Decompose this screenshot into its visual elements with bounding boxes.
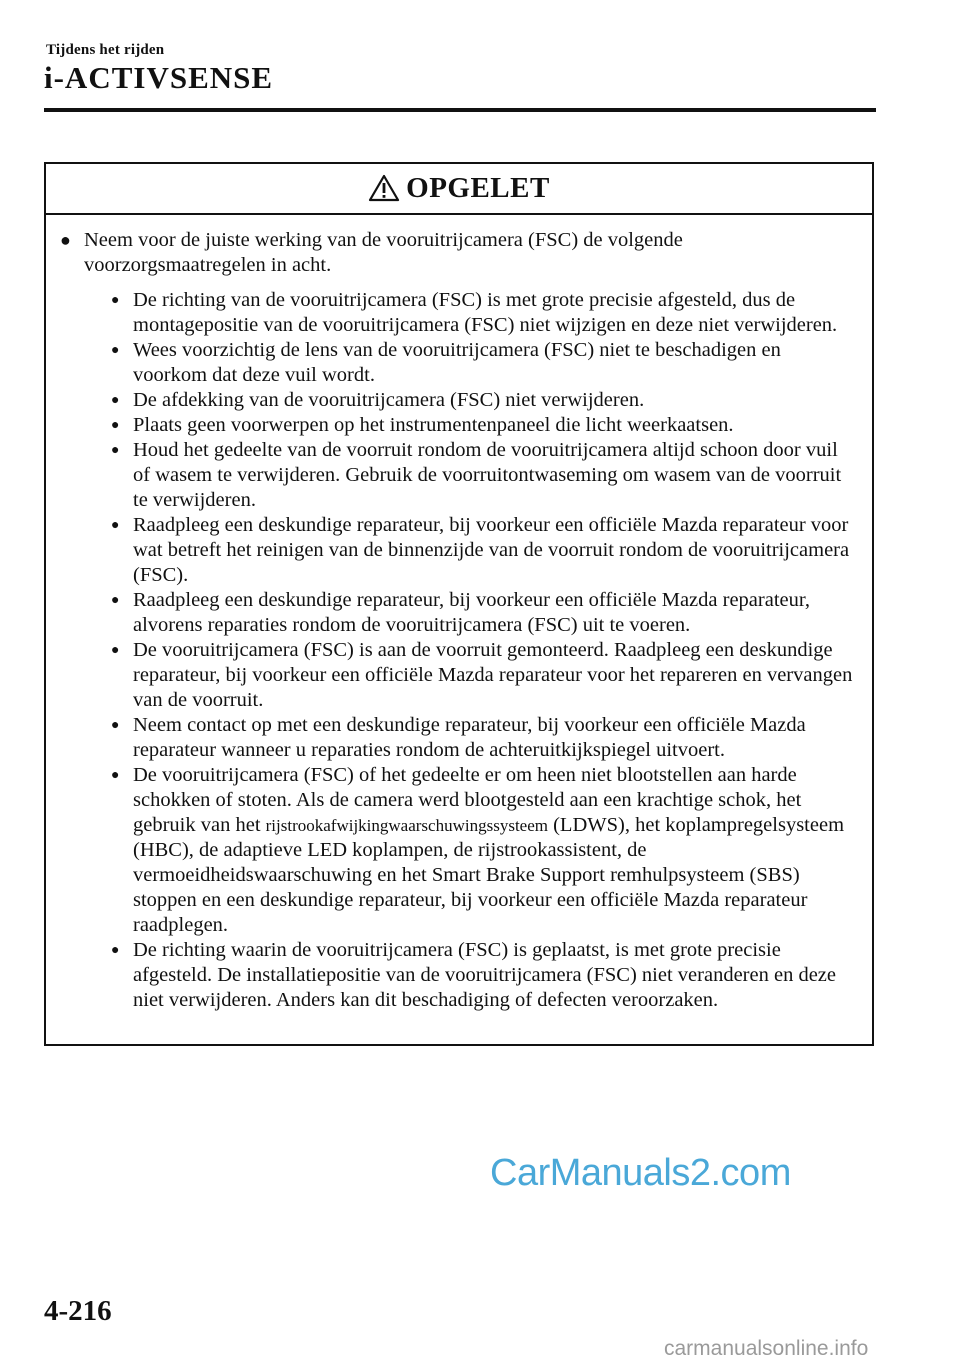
sub-bullet-icon: ● — [111, 943, 120, 958]
caution-body — [46, 215, 872, 1013]
list-item-text: De richting van de vooruitrijcamera (FSC) is met grote precisie afgesteld, dus de montagepositie van de vooruitrijcamera (FSC) niet wijzigen en deze niet verwijderen. — [133, 289, 838, 336]
list-item — [84, 713, 858, 763]
section-label: Tijdens het rijden — [46, 42, 165, 58]
list-item-text: De vooruitrijcamera (FSC) of het gedeelte er om heen niet blootstellen aan harde schokken of stoten. Als de camera werd blootgesteld aan een krachtige schok, het gebruik van het — [133, 764, 802, 836]
chapter-title: i-ACTIVSENSE — [44, 60, 274, 95]
caution-sub-list — [84, 288, 858, 1013]
list-item — [84, 388, 858, 413]
list-item-text: De vooruitrijcamera (FSC) is aan de voorruit gemonteerd. Raadpleeg een deskundige reparateur, bij voorkeur een officiële Mazda reparateur voor het repareren en vervangen van de voorruit. — [133, 639, 853, 711]
list-item-text: Neem contact op met een deskundige reparateur, bij voorkeur een officiële Mazda reparateur wanneer u reparaties rondom de achteruitkijkspiegel uitvoert. — [133, 714, 806, 761]
footer-watermark: carmanualsonline.info — [664, 1337, 869, 1360]
sub-bullet-icon: ● — [111, 443, 120, 458]
sub-bullet-icon: ● — [111, 343, 120, 358]
caution-main-item — [60, 228, 858, 1013]
caution-box — [44, 162, 874, 1046]
warning-triangle-icon — [368, 174, 400, 202]
sub-bullet-icon: ● — [111, 518, 120, 533]
sub-bullet-icon: ● — [111, 393, 120, 408]
page-number: 4-216 — [44, 1295, 112, 1327]
watermark-logo: CarManuals2.com — [490, 1152, 791, 1194]
sub-bullet-icon: ● — [111, 293, 120, 308]
list-item-text: De richting waarin de vooruitrijcamera (FSC) is geplaatst, is met grote precisie afgesteld. De installatiepositie van de vooruitrijcamera (FSC) niet veranderen en deze niet verwijderen. Anders kan dit beschadiging of defecten veroorzaken. — [133, 939, 836, 1011]
list-item — [84, 513, 858, 588]
list-item — [84, 338, 858, 388]
list-item-text: Wees voorzichtig de lens van de vooruitrijcamera (FSC) niet te beschadigen en voorkom dat deze vuil wordt. — [133, 339, 781, 386]
header-rule — [44, 108, 876, 112]
list-item-text: De afdekking van de vooruitrijcamera (FSC) niet verwijderen. — [133, 389, 645, 411]
caution-header — [46, 164, 872, 215]
list-item-text: Raadpleeg een deskundige reparateur, bij voorkeur een officiële Mazda reparateur, alvorens reparaties rondom de vooruitrijcamera (FSC) uit te voeren. — [133, 589, 810, 636]
list-item-text: Raadpleeg een deskundige reparateur, bij voorkeur een officiële Mazda reparateur voor wat betreft het reinigen van de binnenzijde van de voorruit rondom de vooruitrijcamera (FSC). — [133, 514, 850, 586]
list-item — [84, 763, 858, 938]
list-item — [84, 588, 858, 638]
list-item-text: Houd het gedeelte van de voorruit rondom de vooruitrijcamera altijd schoon door vuil of wasem te verwijderen. Gebruik de voorruitontwaseming om wasem van de voorruit te verwijderen. — [133, 439, 842, 511]
list-item — [84, 438, 858, 513]
sub-bullet-icon: ● — [111, 593, 120, 608]
sub-bullet-icon: ● — [111, 643, 120, 658]
sub-bullet-icon: ● — [111, 418, 120, 433]
sub-bullet-icon: ● — [111, 718, 120, 733]
main-bullet-icon: ● — [60, 230, 71, 250]
list-item-small-text: rijstrookafwijkingwaarschuwingssysteem — [265, 816, 548, 835]
list-item — [84, 938, 858, 1013]
list-item-text: Plaats geen voorwerpen op het instrumentenpaneel die licht weerkaatsen. — [133, 414, 734, 436]
list-item-text: (LDWS), het koplampregelsysteem (HBC), de adaptieve LED koplampen, de rijstrookassistent, de vermoeidheidswaarschuwing en het Smart Brake Support remhulpsysteem (SBS) stoppen en een deskundige reparateur, bij voorkeur een officiële Mazda reparateur raadplegen. — [133, 814, 845, 936]
caution-title: OPGELET — [406, 172, 550, 204]
list-item — [84, 288, 858, 338]
list-item — [84, 638, 858, 713]
main-item-text: Neem voor de juiste werking van de vooruitrijcamera (FSC) de volgende voorzorgsmaatregelen in acht. — [84, 229, 683, 276]
list-item — [84, 413, 858, 438]
sub-bullet-icon: ● — [111, 768, 120, 783]
